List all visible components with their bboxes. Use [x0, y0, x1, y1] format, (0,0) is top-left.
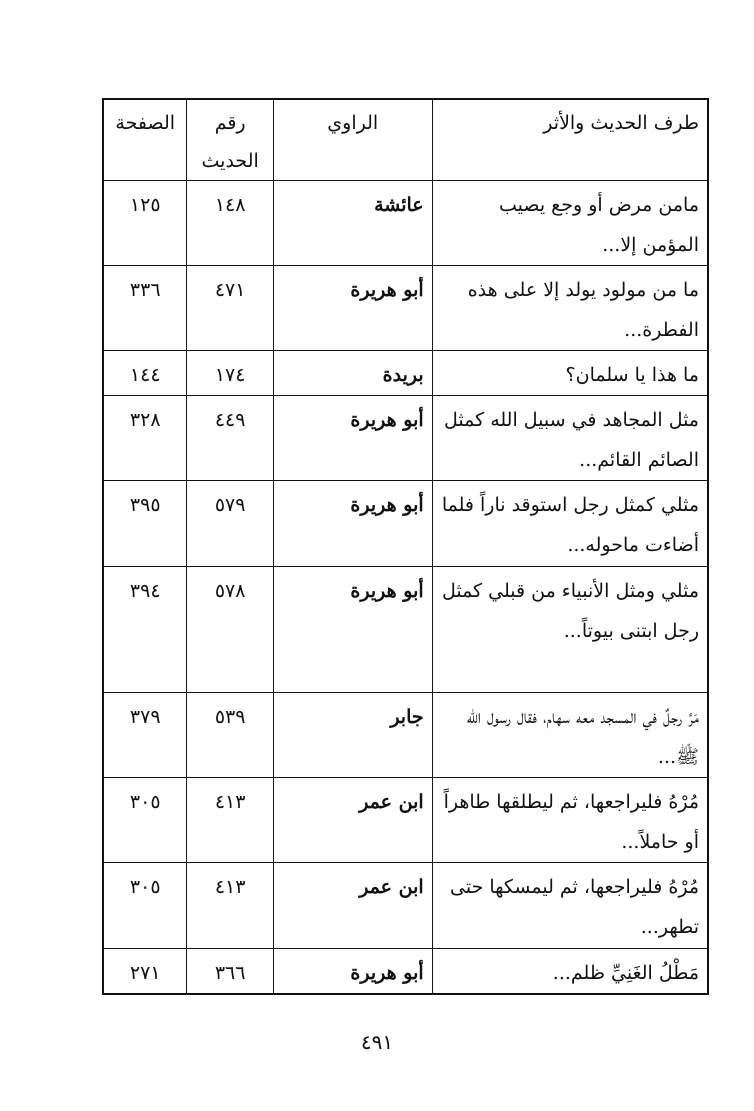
header-row	[103, 99, 708, 181]
hadith-text: مُرْهُ فليراجعها، ثم ليمسكها حتى تطهر...	[432, 863, 708, 949]
narrator: أبو هريرة	[273, 396, 432, 481]
page-ref: ٣٩٤	[103, 567, 187, 693]
page-number: ٤٩١	[360, 1030, 394, 1054]
hadith-text: ما من مولود يولد إلا على هذه الفطرة...	[432, 266, 708, 351]
page-ref: ٢٧١	[103, 949, 187, 995]
hadith-text: مثلي كمثل رجل استوقد ناراً فلما أضاءت ماحوله...	[432, 481, 708, 567]
hadith-text: مامن مرض أو وجع يصيب المؤمن إلا...	[432, 181, 708, 266]
header-number: رقم الحديث	[187, 99, 273, 181]
hadith-number: ٤١٣	[187, 778, 273, 863]
narrator: ابن عمر	[273, 778, 432, 863]
narrator: ابن عمر	[273, 863, 432, 949]
hadith-text: مثل المجاهد في سبيل الله كمثل الصائم القائم...	[432, 396, 708, 481]
header-page: الصفحة	[103, 99, 187, 181]
narrator: أبو هريرة	[273, 949, 432, 995]
hadith-text: مَرَّ رجلٌ في المسجد معه سهام، فقال رسول الله ﷺ...	[432, 693, 708, 778]
hadith-number: ٥٣٩	[187, 693, 273, 778]
narrator: جابر	[273, 693, 432, 778]
page-ref: ٣٣٦	[103, 266, 187, 351]
page-ref: ١٢٥	[103, 181, 187, 266]
header-text: طرف الحديث والأثر	[432, 99, 708, 181]
hadith-text: مثلي ومثل الأنبياء من قبلي كمثل رجل ابتنى بيوتاً...	[432, 567, 708, 693]
table-row	[103, 481, 708, 567]
hadith-number: ٤١٣	[187, 863, 273, 949]
narrator: أبو هريرة	[273, 266, 432, 351]
hadith-text: ما هذا يا سلمان؟	[432, 351, 708, 396]
table-row	[103, 396, 708, 481]
header-narrator: الراوي	[273, 99, 432, 181]
table-row	[103, 949, 708, 995]
page-ref: ٣٠٥	[103, 863, 187, 949]
table-row	[103, 778, 708, 863]
narrator: بريدة	[273, 351, 432, 396]
hadith-number: ١٤٨	[187, 181, 273, 266]
page-ref: ٣٠٥	[103, 778, 187, 863]
table-body	[103, 181, 708, 995]
hadith-number: ٤٧١	[187, 266, 273, 351]
hadith-number: ٥٧٩	[187, 481, 273, 567]
narrator: عائشة	[273, 181, 432, 266]
table-row	[103, 693, 708, 778]
table-row	[103, 863, 708, 949]
page-ref: ٣٧٩	[103, 693, 187, 778]
hadith-number: ٣٦٦	[187, 949, 273, 995]
table-row	[103, 567, 708, 693]
hadith-number: ١٧٤	[187, 351, 273, 396]
narrator: أبو هريرة	[273, 567, 432, 693]
hadith-number: ٥٧٨	[187, 567, 273, 693]
page-ref: ٣٢٨	[103, 396, 187, 481]
hadith-text: مَطْلُ الغَنِيِّ ظلم...	[432, 949, 708, 995]
table-row	[103, 266, 708, 351]
hadith-number: ٤٤٩	[187, 396, 273, 481]
page-ref: ١٤٤	[103, 351, 187, 396]
hadith-index-table	[102, 98, 709, 995]
narrator: أبو هريرة	[273, 481, 432, 567]
hadith-text: مُرْهُ فليراجعها، ثم ليطلقها طاهراً أو حاملاً...	[432, 778, 708, 863]
table-row	[103, 351, 708, 396]
table-row	[103, 181, 708, 266]
page-ref: ٣٩٥	[103, 481, 187, 567]
